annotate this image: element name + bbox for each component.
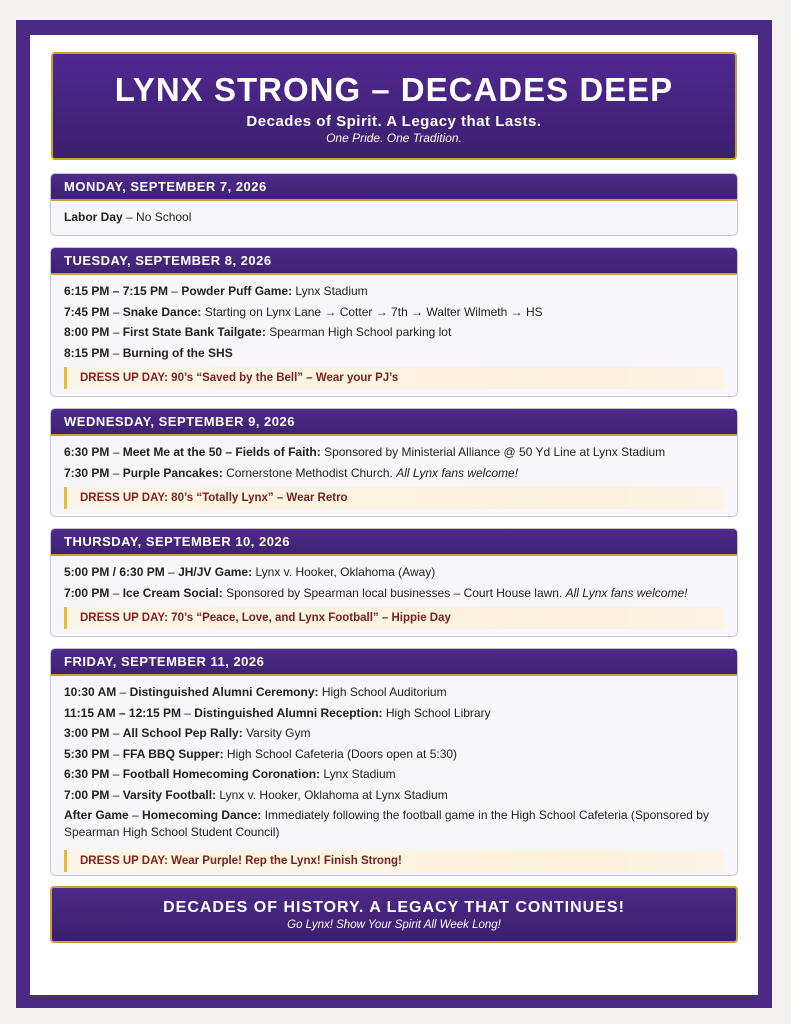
event-time: 7:30 PM <box>64 465 110 480</box>
event-title: Distinguished Alumni Ceremony: <box>129 685 319 699</box>
day-card-friday <box>50 648 738 876</box>
event-detail: Cornerstone Methodist Church. <box>222 465 397 480</box>
event-detail: Varsity Gym <box>242 726 311 740</box>
event-time: 6:30 PM <box>64 445 110 459</box>
event-detail: Immediately following the football game in the High School Cafeteria (Sponsored by Spearman High School Student Council) <box>64 808 709 839</box>
event-title: Homecoming Dance: <box>142 808 262 822</box>
event-time: 8:15 PM <box>64 345 110 360</box>
event-detail: Lynx Stadium <box>292 284 368 298</box>
event-title: Meet Me at the 50 – Fields of Faith: <box>122 445 321 459</box>
event-item <box>64 463 724 484</box>
event-title: FFA BBQ Supper: <box>122 746 224 761</box>
event-item <box>64 723 724 744</box>
event-title: Ice Cream Social: <box>122 585 223 600</box>
day-heading: FRIDAY, SEPTEMBER 11, 2026 <box>51 649 737 676</box>
event-detail: Sponsored by Ministerial Alliance @ 50 Yd Line at Lynx Stadium <box>320 445 666 459</box>
event-item <box>64 322 724 343</box>
event-detail: High School Library <box>382 705 491 720</box>
day-events <box>51 201 737 228</box>
event-separator: – <box>116 685 130 699</box>
event-title: Powder Puff Game: <box>181 284 293 298</box>
event-title: Burning of the SHS <box>122 345 233 360</box>
event-detail: Lynx v. Hooker, Oklahoma (Away) <box>252 565 436 579</box>
event-detail: High School Auditorium <box>318 685 447 699</box>
page-title: LYNX STRONG – DECADES DEEP <box>114 71 674 108</box>
event-separator: – <box>122 210 137 224</box>
day-card-thursday <box>50 528 738 637</box>
event-separator: – <box>109 465 123 480</box>
event-separator: – <box>128 808 143 822</box>
event-detail: Lynx Stadium <box>320 767 396 781</box>
event-detail: Spearman High School parking lot <box>265 325 452 339</box>
event-time: 7:00 PM <box>64 585 110 600</box>
event-time: 7:00 PM <box>64 787 110 802</box>
event-separator: – <box>164 565 179 579</box>
event-detail: Starting on Lynx Lane → Cotter → 7th → Walter Wilmeth → HS <box>201 304 543 319</box>
event-item <box>64 744 724 765</box>
event-detail: Lynx v. Hooker, Oklahoma at Lynx Stadium <box>216 787 448 802</box>
event-item <box>64 281 724 302</box>
event-time: 7:45 PM <box>64 304 110 319</box>
event-item <box>64 703 724 724</box>
dress-up-label: DRESS UP DAY: <box>80 492 168 504</box>
dress-up-label: DRESS UP DAY: <box>80 612 168 624</box>
footer-banner <box>50 886 738 943</box>
day-heading: WEDNESDAY, SEPTEMBER 9, 2026 <box>51 409 737 436</box>
event-separator: – <box>109 585 123 600</box>
event-title: Snake Dance: <box>122 304 202 319</box>
event-item <box>64 343 724 364</box>
event-separator: – <box>180 705 195 720</box>
event-note: All Lynx fans welcome! <box>565 585 688 600</box>
event-item <box>64 302 724 323</box>
event-title: First State Bank Tailgate: <box>122 325 266 339</box>
dress-up-day <box>64 487 724 509</box>
day-events <box>51 275 737 389</box>
event-item <box>64 785 724 806</box>
dress-up-day <box>64 367 724 389</box>
event-time: 5:00 PM / 6:30 PM <box>64 565 165 579</box>
day-events <box>51 556 737 629</box>
day-card-wednesday <box>50 408 738 517</box>
event-time: 10:30 AM <box>64 685 117 699</box>
dress-up-day <box>64 850 724 872</box>
event-note: All Lynx fans welcome! <box>396 465 519 480</box>
event-separator: – <box>109 746 123 761</box>
event-separator: – <box>109 445 123 459</box>
event-separator: – <box>109 325 123 339</box>
dress-up-theme: Wear Purple! Rep the Lynx! Finish Strong! <box>167 855 402 867</box>
event-time: 6:15 PM – 7:15 PM <box>64 284 169 298</box>
page-subtitle: Decades of Spirit. A Legacy that Lasts. <box>246 113 542 130</box>
event-time: Labor Day <box>64 210 123 224</box>
footer-subtitle: Go Lynx! Show Your Spirit All Week Long! <box>287 919 501 931</box>
event-separator: – <box>109 767 123 781</box>
event-detail: High School Cafeteria (Doors open at 5:30) <box>223 746 458 761</box>
day-events <box>51 676 737 872</box>
dress-up-theme: 70’s “Peace, Love, and Lynx Football” – Hippie Day <box>167 612 451 624</box>
event-title: Distinguished Alumni Reception: <box>194 705 383 720</box>
event-time: 6:30 PM <box>64 767 110 781</box>
event-detail: Sponsored by Spearman local businesses – Court House lawn. <box>222 585 566 600</box>
event-detail: No School <box>136 210 192 224</box>
event-time: 3:00 PM <box>64 726 110 740</box>
event-title: Varsity Football: <box>122 787 217 802</box>
dress-up-theme: 80’s “Totally Lynx” – Wear Retro <box>167 492 348 504</box>
event-item <box>64 764 724 785</box>
event-time: After Game <box>64 808 129 822</box>
dress-up-label: DRESS UP DAY: <box>80 855 168 867</box>
day-heading: MONDAY, SEPTEMBER 7, 2026 <box>51 174 737 201</box>
footer-title: DECADES OF HISTORY. A LEGACY THAT CONTINUES! <box>163 899 625 916</box>
event-item <box>64 562 724 583</box>
event-item <box>64 682 724 703</box>
day-card-tuesday <box>50 247 738 397</box>
event-time: 5:30 PM <box>64 746 110 761</box>
event-title: All School Pep Rally: <box>122 726 243 740</box>
event-item <box>64 207 724 228</box>
page-tagline: One Pride. One Tradition. <box>326 131 462 145</box>
event-time: 8:00 PM <box>64 325 110 339</box>
day-card-monday <box>50 173 738 236</box>
event-title: JH/JV Game: <box>178 565 253 579</box>
event-item <box>64 583 724 604</box>
event-title: Football Homecoming Coronation: <box>122 767 321 781</box>
event-title: Purple Pancakes: <box>122 465 223 480</box>
event-item <box>64 805 724 841</box>
event-separator: – <box>109 304 123 319</box>
dress-up-theme: 90’s “Saved by the Bell” – Wear your PJ’s <box>167 372 399 384</box>
event-time: 11:15 AM – 12:15 PM <box>64 705 181 720</box>
day-heading: TUESDAY, SEPTEMBER 8, 2026 <box>51 248 737 275</box>
event-separator: – <box>109 787 123 802</box>
event-separator: – <box>109 345 123 360</box>
event-item <box>64 442 724 463</box>
event-separator: – <box>109 726 123 740</box>
header-banner <box>51 52 737 160</box>
day-heading: THURSDAY, SEPTEMBER 10, 2026 <box>51 529 737 556</box>
event-separator: – <box>168 284 182 298</box>
dress-up-label: DRESS UP DAY: <box>80 372 168 384</box>
dress-up-day <box>64 607 724 629</box>
day-events <box>51 436 737 509</box>
